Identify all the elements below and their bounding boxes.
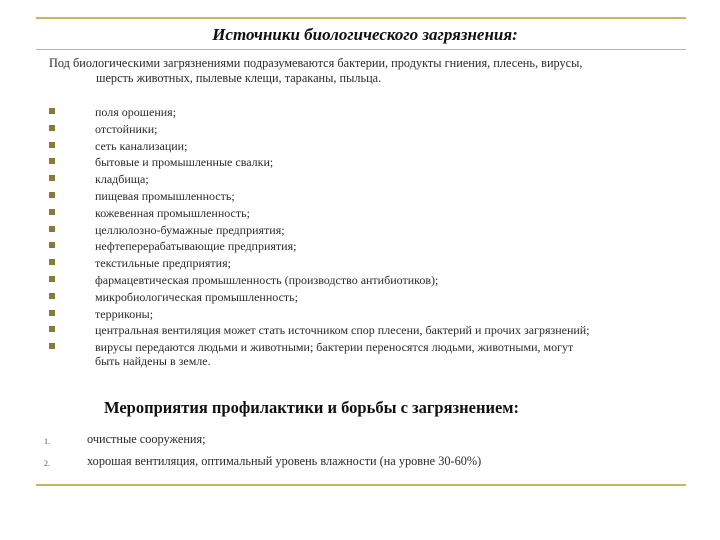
title-divider (36, 49, 686, 50)
intro-paragraph (49, 56, 689, 86)
list-number: 2. (44, 459, 50, 468)
list-item: терриконы; (0, 307, 720, 324)
square-bullet-icon (49, 209, 55, 215)
list-item: поля орошения; (0, 105, 720, 122)
list-item-line: вирусы передаются людьми и животными; бактерии переносятся людьми, животными, могут (95, 340, 574, 355)
list-item: кладбища; (0, 172, 720, 189)
intro-line-2: шерсть животных, пылевые клещи, тараканы, пыльца. (96, 71, 382, 85)
square-bullet-icon (49, 158, 55, 164)
intro-line-1: Под биологическими загрязнениями подразумеваются бактерии, продукты гниения, плесень, вирусы, (49, 56, 583, 70)
square-bullet-icon (49, 242, 55, 248)
square-bullet-icon (49, 125, 55, 131)
list-item: нефтеперерабатывающие предприятия; (0, 239, 720, 256)
square-bullet-icon (49, 343, 55, 349)
section-subtitle: Мероприятия профилактики и борьбы с загрязнением: (104, 398, 520, 417)
square-bullet-icon (49, 142, 55, 148)
list-item: отстойники; (0, 122, 720, 139)
list-item: бытовые и промышленные свалки; (0, 155, 720, 172)
list-item: кожевенная промышленность; (0, 206, 720, 223)
list-item: 1. очистные сооружения; (0, 432, 720, 454)
list-item: микробиологическая промышленность; (0, 290, 720, 307)
square-bullet-icon (49, 326, 55, 332)
square-bullet-icon (49, 293, 55, 299)
list-item (0, 340, 720, 370)
square-bullet-icon (49, 226, 55, 232)
square-bullet-icon (49, 310, 55, 316)
sources-list (0, 105, 720, 370)
list-item-line: быть найдены в земле. (95, 354, 211, 369)
square-bullet-icon (49, 192, 55, 198)
list-item: центральная вентиляция может стать источником спор плесени, бактерий и прочих загрязнений; (0, 323, 720, 340)
list-item: 2. хорошая вентиляция, оптимальный уровень влажности (на уровне 30-60%) (0, 454, 720, 476)
list-item: целлюлозно-бумажные предприятия; (0, 223, 720, 240)
list-item: пищевая промышленность; (0, 189, 720, 206)
square-bullet-icon (49, 276, 55, 282)
list-number: 1. (44, 437, 50, 446)
measures-list (0, 432, 720, 476)
square-bullet-icon (49, 175, 55, 181)
list-item: текстильные предприятия; (0, 256, 720, 273)
bottom-border (36, 484, 686, 486)
list-item: фармацевтическая промышленность (производство антибиотиков); (0, 273, 720, 290)
square-bullet-icon (49, 259, 55, 265)
list-item: сеть канализации; (0, 139, 720, 156)
page-title: Источники биологического загрязнения: (212, 25, 518, 44)
top-border (36, 17, 686, 19)
square-bullet-icon (49, 108, 55, 114)
